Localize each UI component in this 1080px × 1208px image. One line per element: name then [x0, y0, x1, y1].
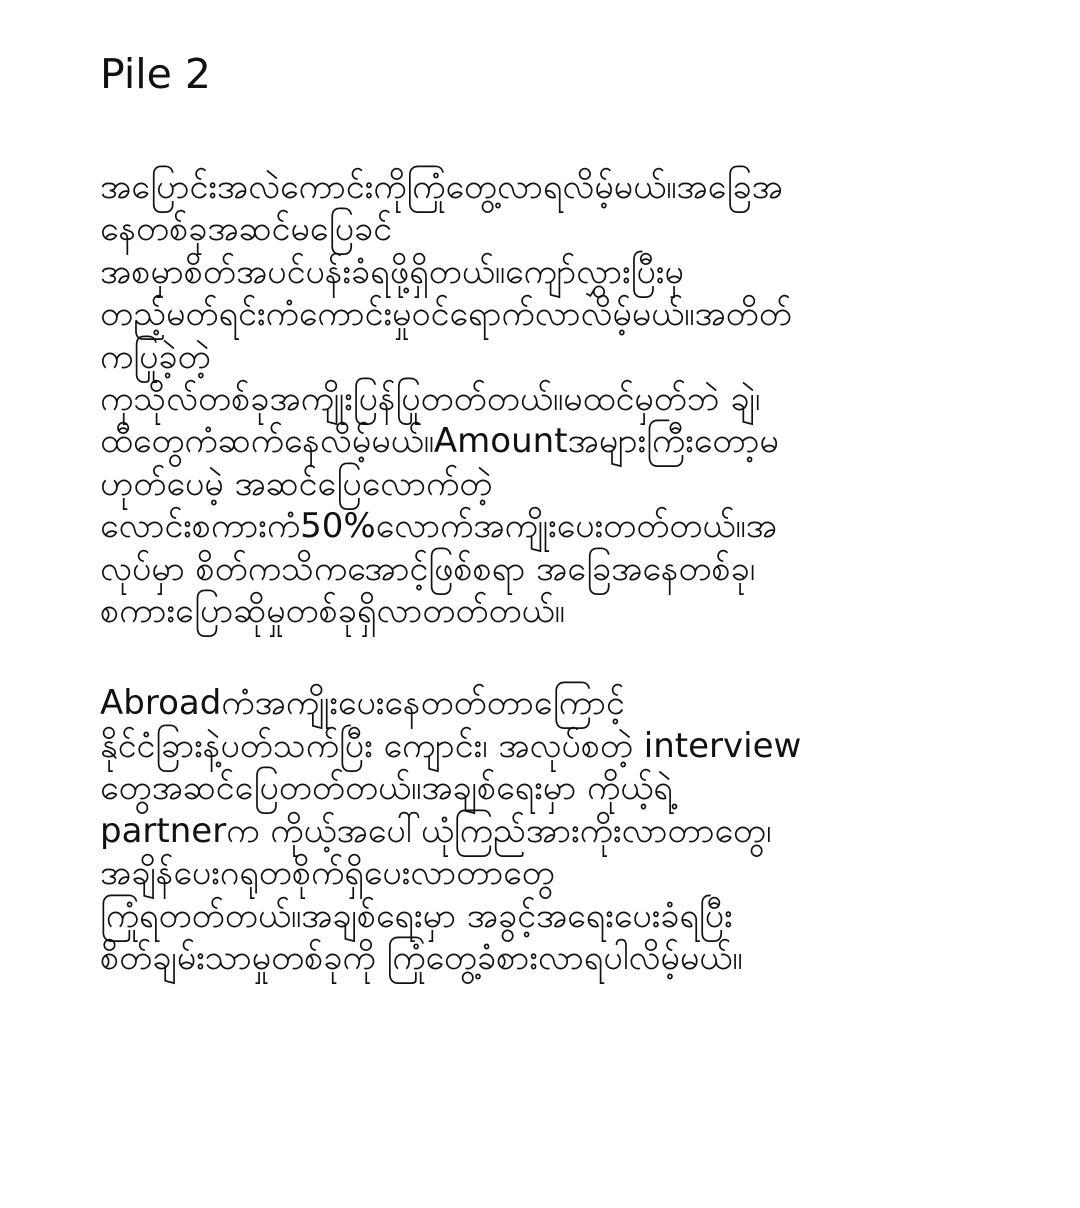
- paragraph-line: ကပြုခဲ့တဲ့: [100, 336, 211, 377]
- paragraph-line: အချိန်ပေးဂရုတစိုက်ရှိပေးလာတာတွေ: [100, 853, 555, 894]
- paragraph-line: တည့်မတ်ရင်းကံကောင်းမှုဝင်ရောက်လာလိမ့်မယ်။အတိတ်: [100, 294, 792, 335]
- paragraph-line: ကြုံရတတ်တယ်။အချစ်ရေးမှာ အခွင့်အရေးပေးခံရပြီး: [100, 895, 733, 936]
- document-title: Pile 2: [100, 50, 211, 98]
- paragraph-1: [100, 166, 980, 632]
- paragraph-line: Abroadကံအကျိုးပေးနေတတ်တာကြောင့်: [100, 683, 625, 724]
- paragraph-line: ဟုတ်ပေမဲ့ အဆင်ပြေလောက်တဲ့: [100, 463, 493, 504]
- paragraph-line: နိုင်ငံခြားနဲ့ပတ်သက်ပြီး ကျောင်း၊ အလုပ်စတဲ့ interview: [100, 725, 802, 766]
- paragraph-line: တွေအဆင်ပြေတတ်တယ်။အချစ်ရေးမှာ ကိုယ့်ရဲ့: [100, 768, 673, 809]
- paragraph-line: အပြောင်းအလဲကောင်းကိုကြုံတွေ့လာရလိမ့်မယ်။အခြေအ: [100, 167, 783, 207]
- document-body: [100, 50, 980, 979]
- paragraph-line: ကုသိုလ်တစ်ခုအကျိုးပြန်ပြုတတ်တယ်။မထင်မှတ်ဘဲ ချဲ၊: [100, 379, 761, 420]
- paragraph-line: နေတစ်ခုအဆင်မပြေခင်: [100, 209, 392, 250]
- paragraph-line: အစမှာစိတ်အပင်ပန်းခံရဖို့ရှိတယ်။ကျော်လွှားပြီးမှ: [100, 251, 684, 292]
- paragraph-line: လုပ်မှာ စိတ်ကသိကအောင့်ဖြစ်စရာ အခြေအနေတစ်ခု၊: [100, 548, 756, 589]
- paragraph-line: စကားပြောဆိုမှုတစ်ခုရှိလာတတ်တယ်။: [100, 591, 565, 632]
- paragraph-2: [100, 682, 980, 979]
- paragraph-line: စိတ်ချမ်းသာမှုတစ်ခုကို ကြုံတွေ့ခံစားလာရပါလိမ့်မယ်။: [100, 937, 743, 978]
- paragraph-line: လောင်းစကားကံ50%လောက်အကျိုးပေးတတ်တယ်။အ: [100, 506, 777, 547]
- paragraph-line: partnerက ကိုယ့်အပေါ်ယုံကြည်အားကိုးလာတာတွေ၊: [100, 810, 772, 851]
- paragraph-line: ထီတွေကံဆက်နေလိမ့်မယ်။Amountအများကြီးတော့မ: [100, 421, 779, 462]
